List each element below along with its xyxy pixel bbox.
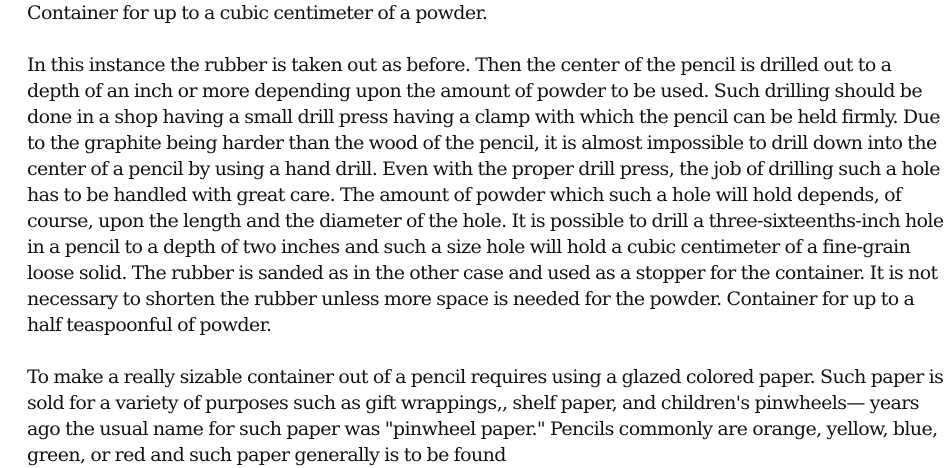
document-body [27,0,945,468]
paragraph-1: In this instance the rubber is taken out as before. Then the center of the pencil is drilled out to a depth of an inch or more depending upon the amount of powder to be used. Such drilling should be done in a shop having a small drill press having a clamp with which the pencil can be held firmly. Due to the graphite being harder than the wood of the pencil, it is almost impossible to drill down into the center of a pencil by using a hand drill. Even with the proper drill press, the job of drilling such a hole has to be handled with great care. The amount of powder which such a hole will hold depends, of course, upon the length and the diameter of the hole. It is possible to drill a three-sixteenths-inch hole in a pencil to a depth of two inches and such a size hole will hold a cubic centimeter of a fine-grain loose solid. The rubber is sanded as in the other case and used as a stopper for the container. It is not necessary to shorten the rubber unless more space is needed for the powder. Container for up to a half teaspoonful of powder. [27,54,944,336]
heading-line: Container for up to a cubic centimeter of a powder. [27,2,488,24]
paragraph-gap [27,338,945,364]
paragraph-2: To make a really sizable container out of a pencil requires using a glazed colored paper. Such paper is sold for a variety of purposes such as gift wrappings,, shelf paper, and children's pinwheels— years ago the usual name for such paper was "pinwheel paper." Pencils commonly are orange, yellow, blue, green, or red and such paper generally is to be found [27,366,944,466]
paragraph-gap [27,26,945,52]
